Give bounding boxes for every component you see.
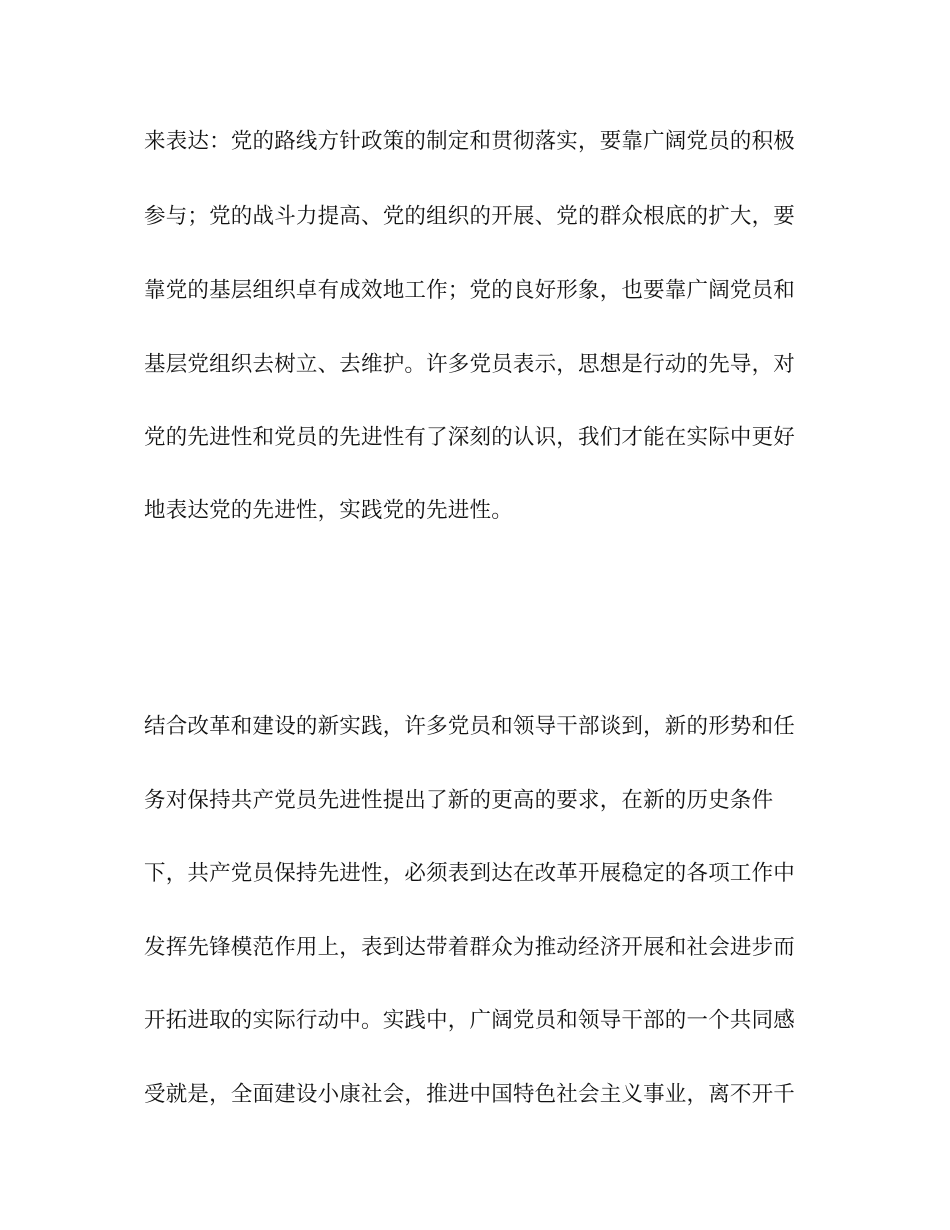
text-line: 基层党组织去树立、去维护。许多党员表示，思想是行动的先导，对 xyxy=(144,352,796,377)
text-line: 务对保持共产党员先进性提出了新的更高的要求，在新的历史条件 xyxy=(144,788,774,813)
text-line: 受就是，全面建设小康社会，推进中国特色社会主义事业，离不开千 xyxy=(144,1082,796,1107)
text-line: 发挥先锋模范作用上，表到达带着群众为推动经济开展和社会进步而 xyxy=(144,935,796,960)
text-line: 靠党的基层组织卓有成效地工作；党的良好形象，也要靠广阔党员和 xyxy=(144,278,796,303)
text-line: 来表达：党的路线方针政策的制定和贯彻落实，要靠广阔党员的积极 xyxy=(144,129,796,154)
text-line: 结合改革和建设的新实践，许多党员和领导干部谈到，新的形势和任 xyxy=(144,714,796,739)
text-line: 开拓进取的实际行动中。实践中，广阔党员和领导干部的一个共同感 xyxy=(144,1008,796,1033)
text-line: 党的先进性和党员的先进性有了深刻的认识，我们才能在实际中更好 xyxy=(144,425,796,450)
text-line: 参与；党的战斗力提高、党的组织的开展、党的群众根底的扩大，要 xyxy=(144,204,796,229)
text-line: 下，共产党员保持先进性，必须表到达在改革开展稳定的各项工作中 xyxy=(144,861,796,886)
text-line: 地表达党的先进性，实践党的先进性。 xyxy=(144,498,513,523)
